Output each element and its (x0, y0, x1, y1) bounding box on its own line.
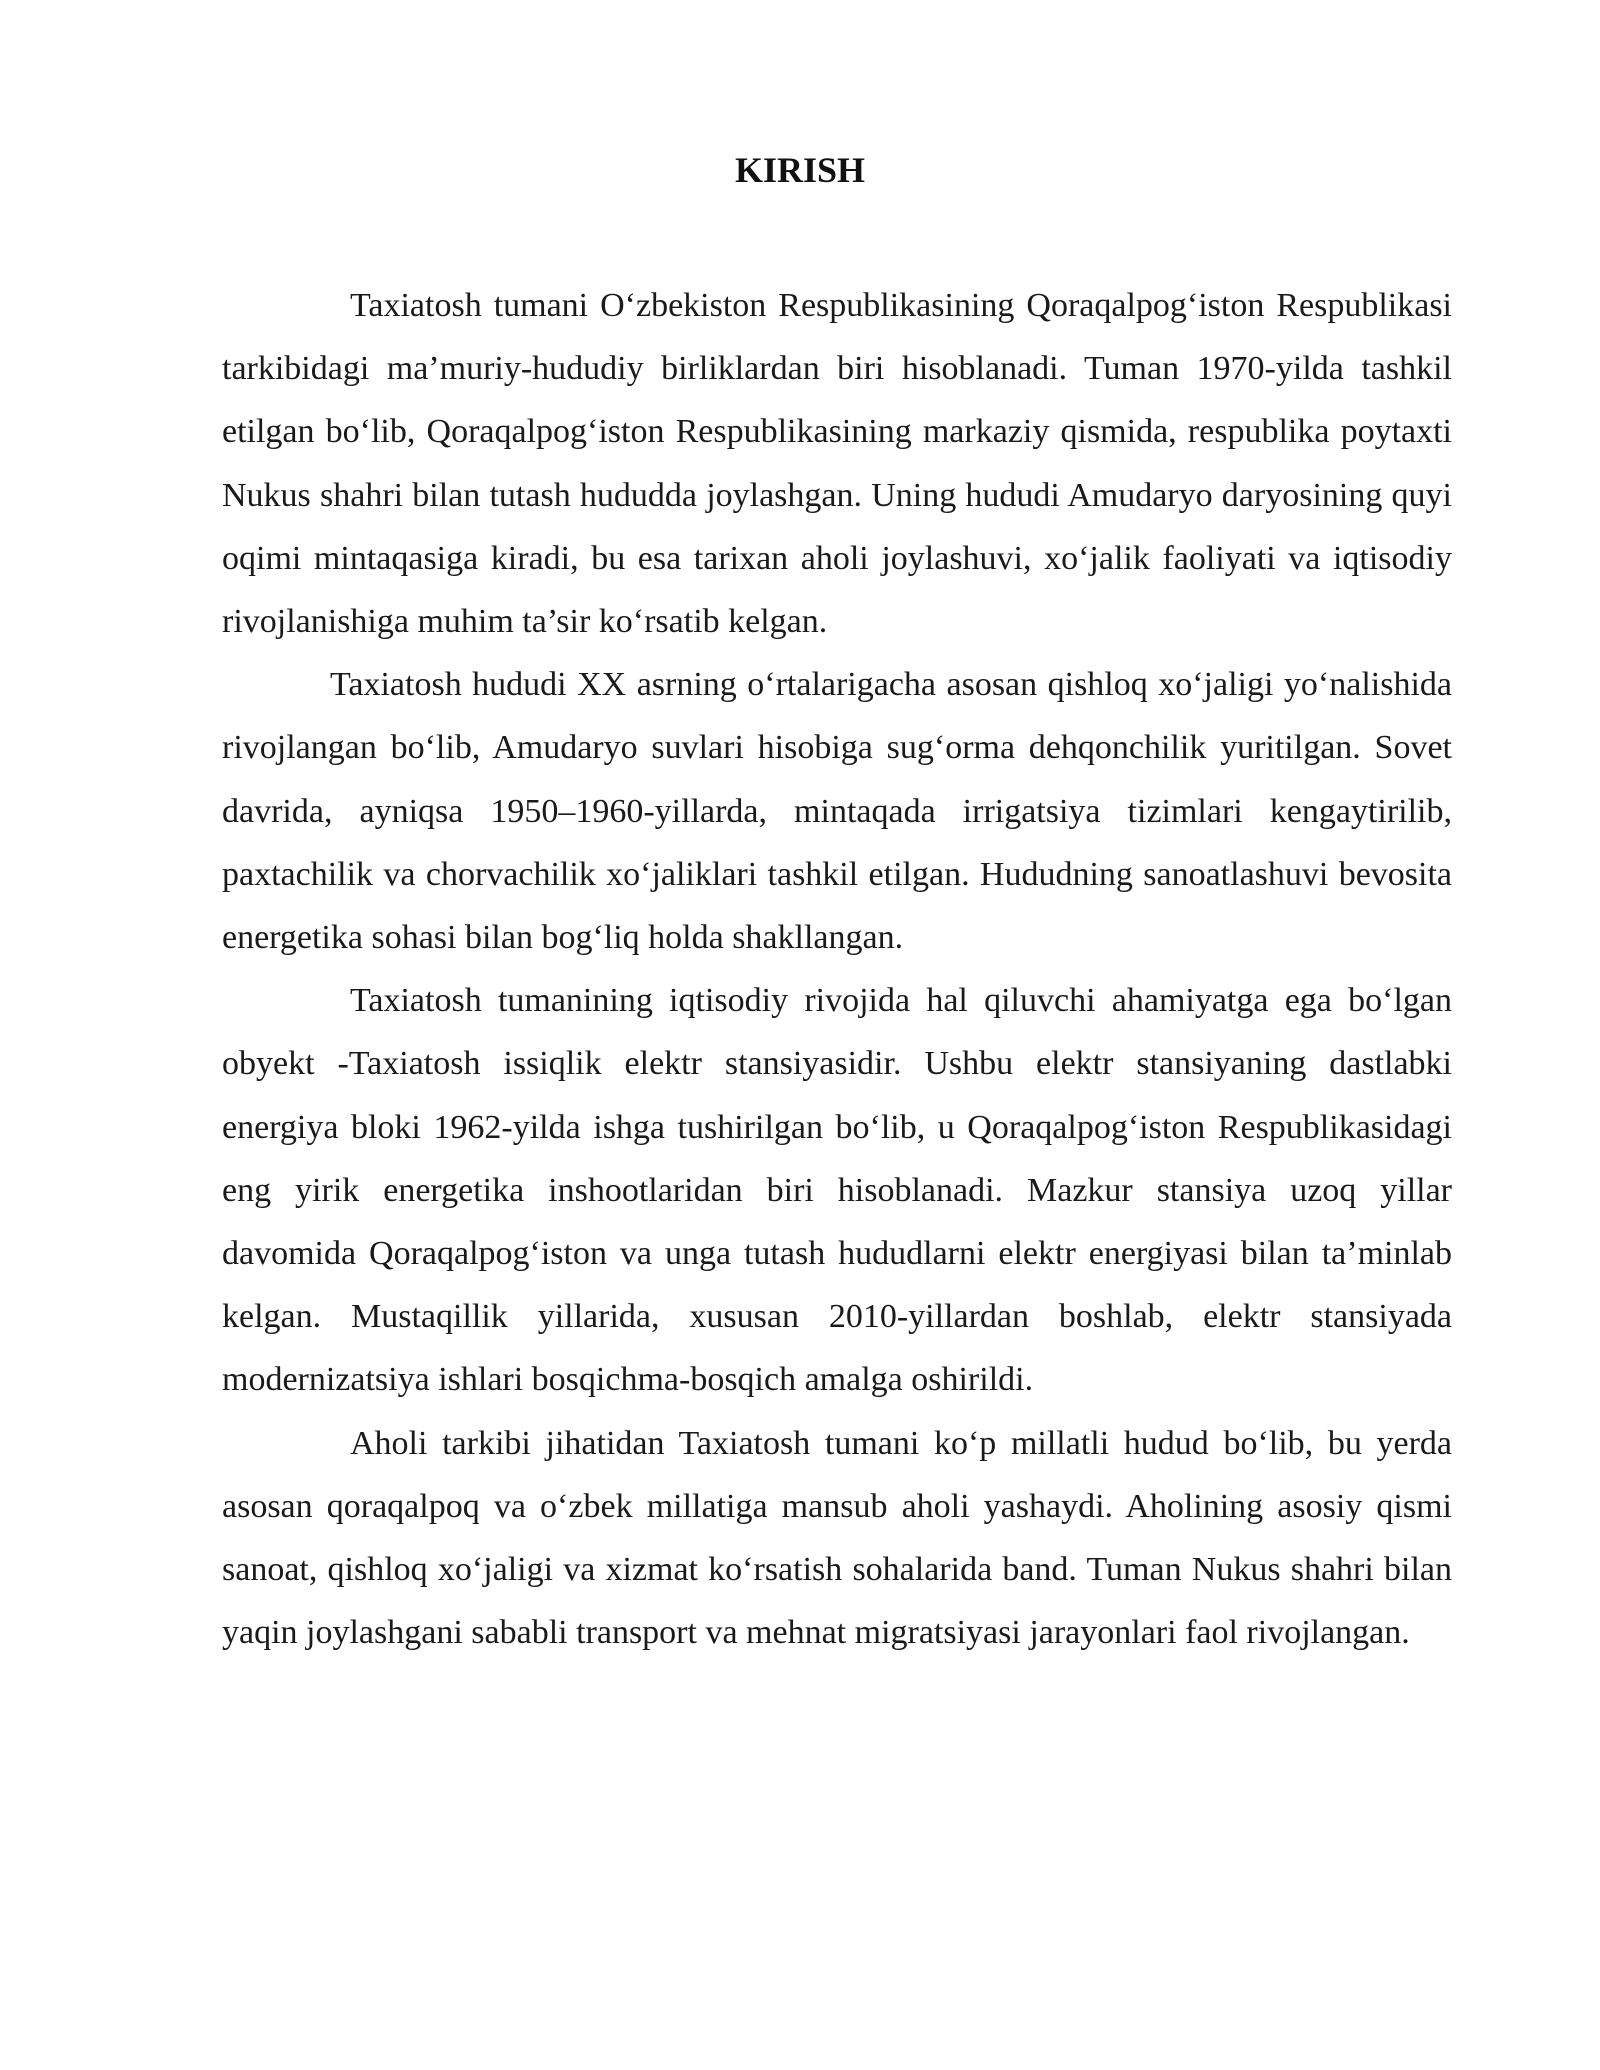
paragraph-2: Taxiatosh hududi XX asrning o‘rtalarigacha asosan qishloq xo‘jaligi yo‘nalishida rivojlangan bo‘lib, Amudaryo suvlari hisobiga sug‘orma dehqonchilik yuritilgan. Sovet davrida, ayniqsa 1950–1960-yillarda, mintaqada irrigatsiya tizimlari kengaytirilib, paxtachilik va chorvachilik xo‘jaliklari tashkil etilgan. Hududning sanoatlashuvi bevosita energetika sohasi bilan bog‘liq holda shakllangan. (222, 666, 1452, 957)
paragraph-1: Taxiatosh tumani O‘zbekiston Respublikasining Qoraqalpog‘iston Respublikasi tarkibidagi ma’muriy-hududiy birliklardan biri hisoblanadi. Tuman 1970-yilda tashkil etilgan bo‘lib, Qoraqalpog‘iston Respublikasining markaziy qismida, respublika poytaxti Nukus shahri bilan tutash hududda joylashgan. Uning hududi Amudaryo daryosining quyi oqimi mintaqasiga kiradi, bu esa tarixan aholi joylashuvi, xo‘jalik faoliyati va iqtisodiy rivojlanishiga muhim ta’sir ko‘rsatib kelgan. (222, 287, 1452, 641)
paragraph-4: Aholi tarkibi jihatidan Taxiatosh tumani ko‘p millatli hudud bo‘lib, bu yerda asosan qoraqalpoq va o‘zbek millatiga mansub aholi yashaydi. Aholining asosiy qismi sanoat, qishloq xo‘jaligi va xizmat ko‘rsatish sohalarida band. Tuman Nukus shahri bilan yaqin joylashgani sababli transport va mehnat migratsiyasi jarayonlari faol rivojlangan. (222, 1424, 1452, 1652)
paragraph-3: Taxiatosh tumanining iqtisodiy rivojida hal qiluvchi ahamiyatga ega bo‘lgan obyekt -Taxiatosh issiqlik elektr stansiyasidir. Ushbu elektr stansiyaning dastlabki energiya bloki 1962-yilda ishga tushirilgan bo‘lib, u Qoraqalpog‘iston Respublikasidagi eng yirik energetika inshootlaridan biri hisoblanadi. Mazkur stansiya uzoq yillar davomida Qoraqalpog‘iston va unga tutash hududlarni elektr energiyasi bilan ta’minlab kelgan. Mustaqillik yillarida, xususan 2010-yillardan boshlab, elektr stansiyada modernizatsiya ishlari bosqichma-bosqich amalga oshirildi. (222, 982, 1452, 1399)
document-body (222, 274, 1452, 1664)
page-title: KIRISH (734, 150, 866, 190)
